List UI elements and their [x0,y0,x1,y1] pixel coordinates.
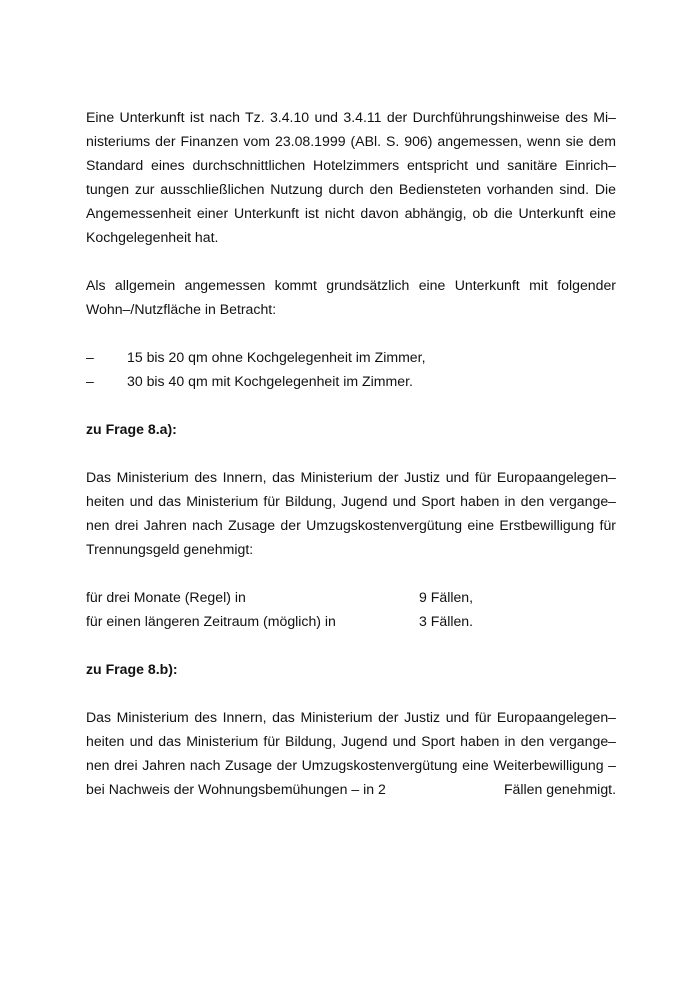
case-row [86,585,616,609]
list-item [86,369,616,393]
document-page [86,105,616,825]
text-line: Trennungsgeld genehmigt: [86,541,254,557]
case-value: 3 Fällen. [419,613,474,629]
text-line: Angemessenheit einer Unterkunft ist nicht davon abhängig, ob die Unterkunft eine [86,205,616,221]
case-value: 9 Fällen, [419,589,474,605]
paragraph-initial-approval [86,465,616,561]
case-count-list [86,585,616,633]
text-line: heiten und das Ministerium für Bildung, Jugend und Sport haben in den vergange– [86,733,616,749]
section-heading-question-8b: zu Frage 8.b): [86,661,178,677]
text-line: nisteriums der Finanzen vom 23.08.1999 (ABl. S. 906) angemessen, wenn sie dem [86,133,616,149]
bullet-dash: – [86,373,94,389]
text-line: nen drei Jahren nach Zusage der Umzugskostenvergütung eine Erstbewilligung für [86,517,616,533]
case-label: für einen längeren Zeitraum (möglich) in [86,613,336,629]
text-line-left: bei Nachweis der Wohnungsbemühungen – in 2 [86,781,386,797]
text-line: Standard eines durchschnittlichen Hotelzimmers entspricht und sanitäre Einrich– [86,157,616,173]
text-line: Kochgelegenheit hat. [86,229,219,245]
text-line: Das Ministerium des Innern, das Ministerium der Justiz und für Europaangelegen– [86,469,616,485]
text-line: Wohn–/Nutzfläche in Betracht: [86,301,277,317]
text-line-right: Fällen genehmigt. [503,781,616,797]
text-line: Als allgemein angemessen kommt grundsätzlich eine Unterkunft mit folgender [86,277,616,293]
text-line: nen drei Jahren nach Zusage der Umzugskostenvergütung eine Weiterbewilligung – [86,757,616,773]
paragraph-extension-approval [86,705,616,801]
paragraph-living-area [86,273,616,321]
list-item-text: 15 bis 20 qm ohne Kochgelegenheit im Zimmer, [127,349,426,365]
case-label: für drei Monate (Regel) in [86,589,246,605]
case-row [86,609,616,633]
list-item [86,345,616,369]
text-line: Das Ministerium des Innern, das Ministerium der Justiz und für Europaangelegen– [86,709,616,725]
section-heading-question-8a: zu Frage 8.a): [86,421,177,437]
paragraph-accommodation-standard [86,105,616,249]
text-line: tungen zur ausschließlichen Nutzung durch den Bediensteten vorhanden sind. Die [86,181,616,197]
text-line: Eine Unterkunft ist nach Tz. 3.4.10 und 3.4.11 der Durchführungshinweise des Mi– [86,109,616,125]
list-item-text: 30 bis 40 qm mit Kochgelegenheit im Zimmer. [127,373,413,389]
bullet-dash: – [86,349,94,365]
text-line-split [86,777,616,801]
text-line: heiten und das Ministerium für Bildung, Jugend und Sport haben in den vergange– [86,493,616,509]
bullet-list [86,345,616,393]
